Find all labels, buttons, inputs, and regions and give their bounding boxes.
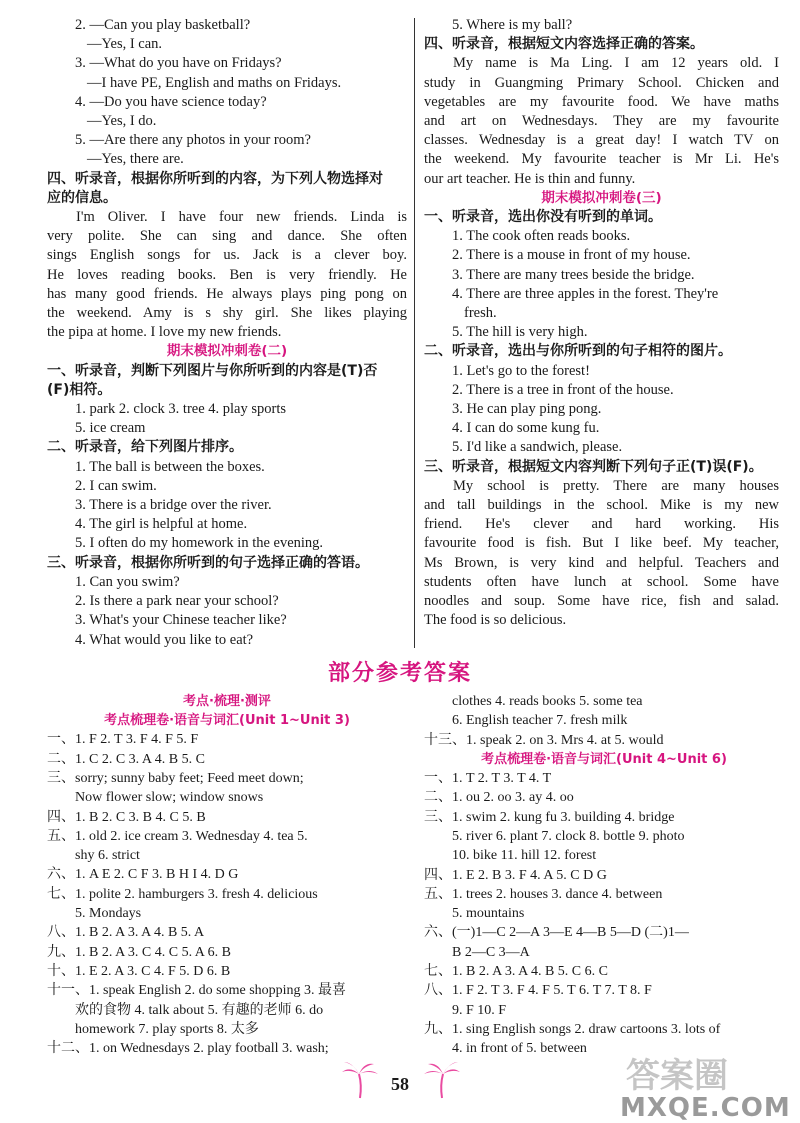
passage-line: has many good friends. He always plays ping pong on: [47, 285, 407, 302]
top-left-column: [47, 16, 407, 650]
exam1-remainder: [47, 16, 407, 208]
script-line: 4. What would you like to eat?: [75, 631, 254, 648]
answer-line: 二、1. ou 2. oo 3. ay 4. oo: [424, 790, 574, 806]
page-number: 58: [391, 1074, 409, 1094]
sub-heading: 考点梳理卷·语音与词汇(Unit 1~Unit 3): [104, 713, 350, 729]
script-line: —Yes, I do.: [87, 113, 157, 130]
script-line: 5. The hill is very high.: [452, 324, 588, 341]
script-line: 5. Where is my ball?: [452, 17, 573, 33]
script-line: —I have PE, English and maths on Fridays.: [87, 74, 342, 91]
answer-line: 七、1. B 2. A 3. A 4. B 5. C 6. C: [424, 964, 608, 980]
script-line: 4. I can do some kung fu.: [452, 420, 600, 437]
answer-line: 五、1. old 2. ice cream 3. Wednesday 4. tea 5.: [47, 828, 308, 844]
passage-line: favourite food is fish. But I like beef. My teacher,: [424, 535, 779, 552]
answer-line: 六、(一)1—C 2—A 3—E 4—B 5—D (二)1—: [424, 925, 689, 941]
answer-line: 六、1. A E 2. C F 3. B H I 4. D G: [47, 867, 239, 883]
script-line: 1. Let's go to the forest!: [452, 362, 590, 379]
section-heading: 四、听录音，根据你所听到的内容，为下列人物选择对: [47, 170, 383, 187]
script-line: 3. There are many trees beside the bridge.: [452, 266, 695, 283]
passage-oliver: [47, 208, 407, 342]
passage-line: The food is so delicious.: [424, 612, 567, 629]
answers-right-column: [424, 692, 784, 1059]
answer-line: 9. F 10. F: [452, 1002, 507, 1018]
passage-line: our art teacher. He is thin and funny.: [424, 170, 636, 187]
script-line: —Yes, there are.: [87, 151, 184, 168]
passage-line: classes. Wednesday is a great day! I watch TV on: [424, 132, 779, 149]
script-line: 5. ice cream: [75, 420, 146, 437]
script-line: 2. —Can you play basketball?: [75, 17, 251, 33]
script-line: 2. There is a tree in front of the house.: [452, 381, 674, 398]
script-line: 2. Is there a park near your school?: [75, 593, 279, 610]
section-heading: 二、听录音，给下列图片排序。: [47, 439, 243, 456]
script-line: 1. Can you swim?: [75, 573, 180, 590]
answer-line: 十三、1. speak 2. on 3. Mrs 4. at 5. would: [424, 732, 664, 748]
answer-line: homework 7. play sports 8. 太多: [75, 1021, 259, 1037]
script-line: 4. There are three apples in the forest. They're: [452, 285, 719, 302]
answer-line: 6. English teacher 7. fresh milk: [452, 713, 628, 729]
answer-line: 四、1. E 2. B 3. F 4. A 5. C D G: [424, 867, 607, 883]
passage-line: My school is pretty. There are many houses: [453, 477, 779, 494]
sub-heading: 考点梳理卷·语音与词汇(Unit 4~Unit 6): [481, 751, 727, 767]
answer-line: 八、1. B 2. A 3. A 4. B 5. A: [47, 925, 205, 941]
answer-line: Now flower slow; window snows: [75, 790, 264, 806]
script-line: 3. There is a bridge over the river.: [75, 497, 272, 514]
script-line: 3. He can play ping pong.: [452, 401, 602, 418]
passage-line: vegetables are my favourite food. We have maths: [424, 93, 779, 110]
section-heading: 一、听录音，判断下列图片与你所听到的内容是(T)否: [47, 362, 378, 379]
watermark-top: 答案圈: [626, 1056, 728, 1096]
exam2-section: [47, 362, 407, 650]
palm-tree-icon: [422, 1060, 462, 1100]
answer-line: clothes 4. reads books 5. some tea: [452, 694, 643, 709]
answer-line: 九、1. sing English songs 2. draw cartoons 3. lots of: [424, 1021, 721, 1037]
script-line: —Yes, I can.: [87, 36, 163, 53]
answer-line: 十一、1. speak English 2. do some shopping 3. 最喜: [47, 983, 347, 999]
answer-line: 三、sorry; sunny baby feet; Feed meet down;: [47, 771, 304, 786]
script-line: 3. —What do you have on Fridays?: [75, 55, 282, 72]
answer-line: 十、1. E 2. A 3. C 4. F 5. D 6. B: [47, 963, 231, 979]
passage-line: study in Guangming Primary School. Chicken and: [424, 74, 779, 91]
answers-title: 部分参考答案: [327, 661, 472, 686]
script-line: 2. I can swim.: [75, 477, 157, 494]
answer-line: 5. Mondays: [75, 906, 142, 922]
passage-line: students often have lunch at school. Some have: [424, 573, 779, 590]
answer-line: 四、1. B 2. C 3. B 4. C 5. B: [47, 809, 206, 825]
passage-line: Ms Brown, is very kind and helpful. Teachers and: [424, 554, 779, 571]
answer-line: 一、1. F 2. T 3. F 4. F 5. F: [47, 732, 199, 748]
passage-line: sings English songs for us. Jack is a clever boy.: [47, 247, 407, 264]
answer-line: 七、1. polite 2. hamburgers 3. fresh 4. delicious: [47, 886, 318, 902]
sub-heading: 考点·梳理·测评: [183, 694, 271, 709]
answers-left-column: [47, 692, 407, 1058]
answer-line: 八、1. F 2. T 3. F 4. F 5. T 6. T 7. T 8. F: [424, 983, 652, 999]
exam2-remainder: [424, 16, 779, 54]
exam2-title: 期末模拟冲刺卷(二): [166, 343, 288, 360]
watermark-bottom: MXQE.COM: [620, 1093, 791, 1123]
section-heading: 二、听录音，选出与你所听到的句子相符的图片。: [424, 343, 732, 360]
answer-line: 二、1. C 2. C 3. A 4. B 5. C: [47, 751, 205, 767]
answer-line: 欢的食物 4. talk about 5. 有趣的老师 6. do: [75, 1002, 324, 1018]
script-line: 2. There is a mouse in front of my house.: [452, 247, 691, 264]
passage-line: friend. He's clever and hard working. His: [424, 516, 779, 533]
passage-line: noodles and soup. Some have rice, fish and salad.: [424, 593, 779, 610]
script-line: 1. park 2. clock 3. tree 4. play sports: [75, 401, 287, 418]
answer-line: 一、1. T 2. T 3. T 4. T: [424, 771, 552, 787]
answer-line: 九、1. B 2. A 3. C 4. C 5. A 6. B: [47, 944, 231, 960]
script-line: 1. The ball is between the boxes.: [75, 458, 265, 475]
answer-line: 五、1. trees 2. houses 3. dance 4. between: [424, 886, 663, 902]
script-line: 1. The cook often reads books.: [452, 228, 631, 245]
answer-line: 5. mountains: [452, 906, 525, 922]
script-line: 5. I'd like a sandwich, please.: [452, 439, 623, 456]
answer-line: B 2—C 3—A: [452, 944, 530, 960]
section-heading: 一、听录音，选出你没有听到的单词。: [424, 209, 662, 226]
passage-line: and tall buildings in the school. Mike is my new: [424, 497, 779, 514]
section-heading: 四、听录音，根据短文内容选择正确的答案。: [424, 36, 704, 53]
top-right-column: [424, 16, 779, 631]
exam3-title: 期末模拟冲刺卷(三): [541, 189, 662, 206]
script-line: 5. —Are there any photos in your room?: [75, 132, 311, 149]
script-line: 4. The girl is helpful at home.: [75, 516, 248, 533]
passage-line: My name is Ma Ling. I am 12 years old. I: [453, 55, 779, 72]
section-heading: 三、听录音，根据短文内容判断下列句子正(T)误(F)。: [424, 458, 763, 475]
passage-line: and art on Wednesdays. They are my favourite: [424, 113, 779, 130]
passage-line: He loves reading books. Ben is very friendly. He: [47, 266, 407, 283]
passage-line: very polite. She can sing and dance. She often: [47, 228, 407, 245]
passage-ma-ling: [424, 54, 779, 188]
section-heading: (F)相符。: [47, 381, 112, 398]
passage-school: [424, 477, 779, 631]
answer-line: 10. bike 11. hill 12. forest: [452, 848, 597, 864]
exam3-section: [424, 208, 779, 477]
answer-line: 4. in front of 5. between: [452, 1041, 587, 1057]
section-heading: 三、听录音，根据你所听到的句子选择正确的答语。: [47, 554, 369, 571]
passage-line: the weekend. Amy is s shy girl. She likes playing: [47, 305, 407, 322]
script-line: fresh.: [464, 305, 497, 322]
answer-line: 5. river 6. plant 7. clock 8. bottle 9. photo: [452, 828, 685, 844]
passage-line: I'm Oliver. I have four new friends. Linda is: [76, 209, 407, 226]
answer-line: 十二、1. on Wednesdays 2. play football 3. wash;: [47, 1041, 329, 1057]
script-line: 3. What's your Chinese teacher like?: [75, 612, 287, 629]
answer-line: shy 6. strict: [75, 848, 140, 864]
script-line: 5. I often do my homework in the evening.: [75, 535, 324, 552]
column-divider: [414, 18, 415, 648]
passage-line: the weekend. My favourite teacher is Mr Li. He's: [424, 151, 779, 168]
script-line: 4. —Do you have science today?: [75, 93, 267, 110]
answer-line: 三、1. swim 2. kung fu 3. building 4. bridge: [424, 809, 675, 825]
section-heading: 应的信息。: [47, 189, 117, 206]
passage-line: the pipa at home. I love my new friends.: [47, 324, 282, 341]
